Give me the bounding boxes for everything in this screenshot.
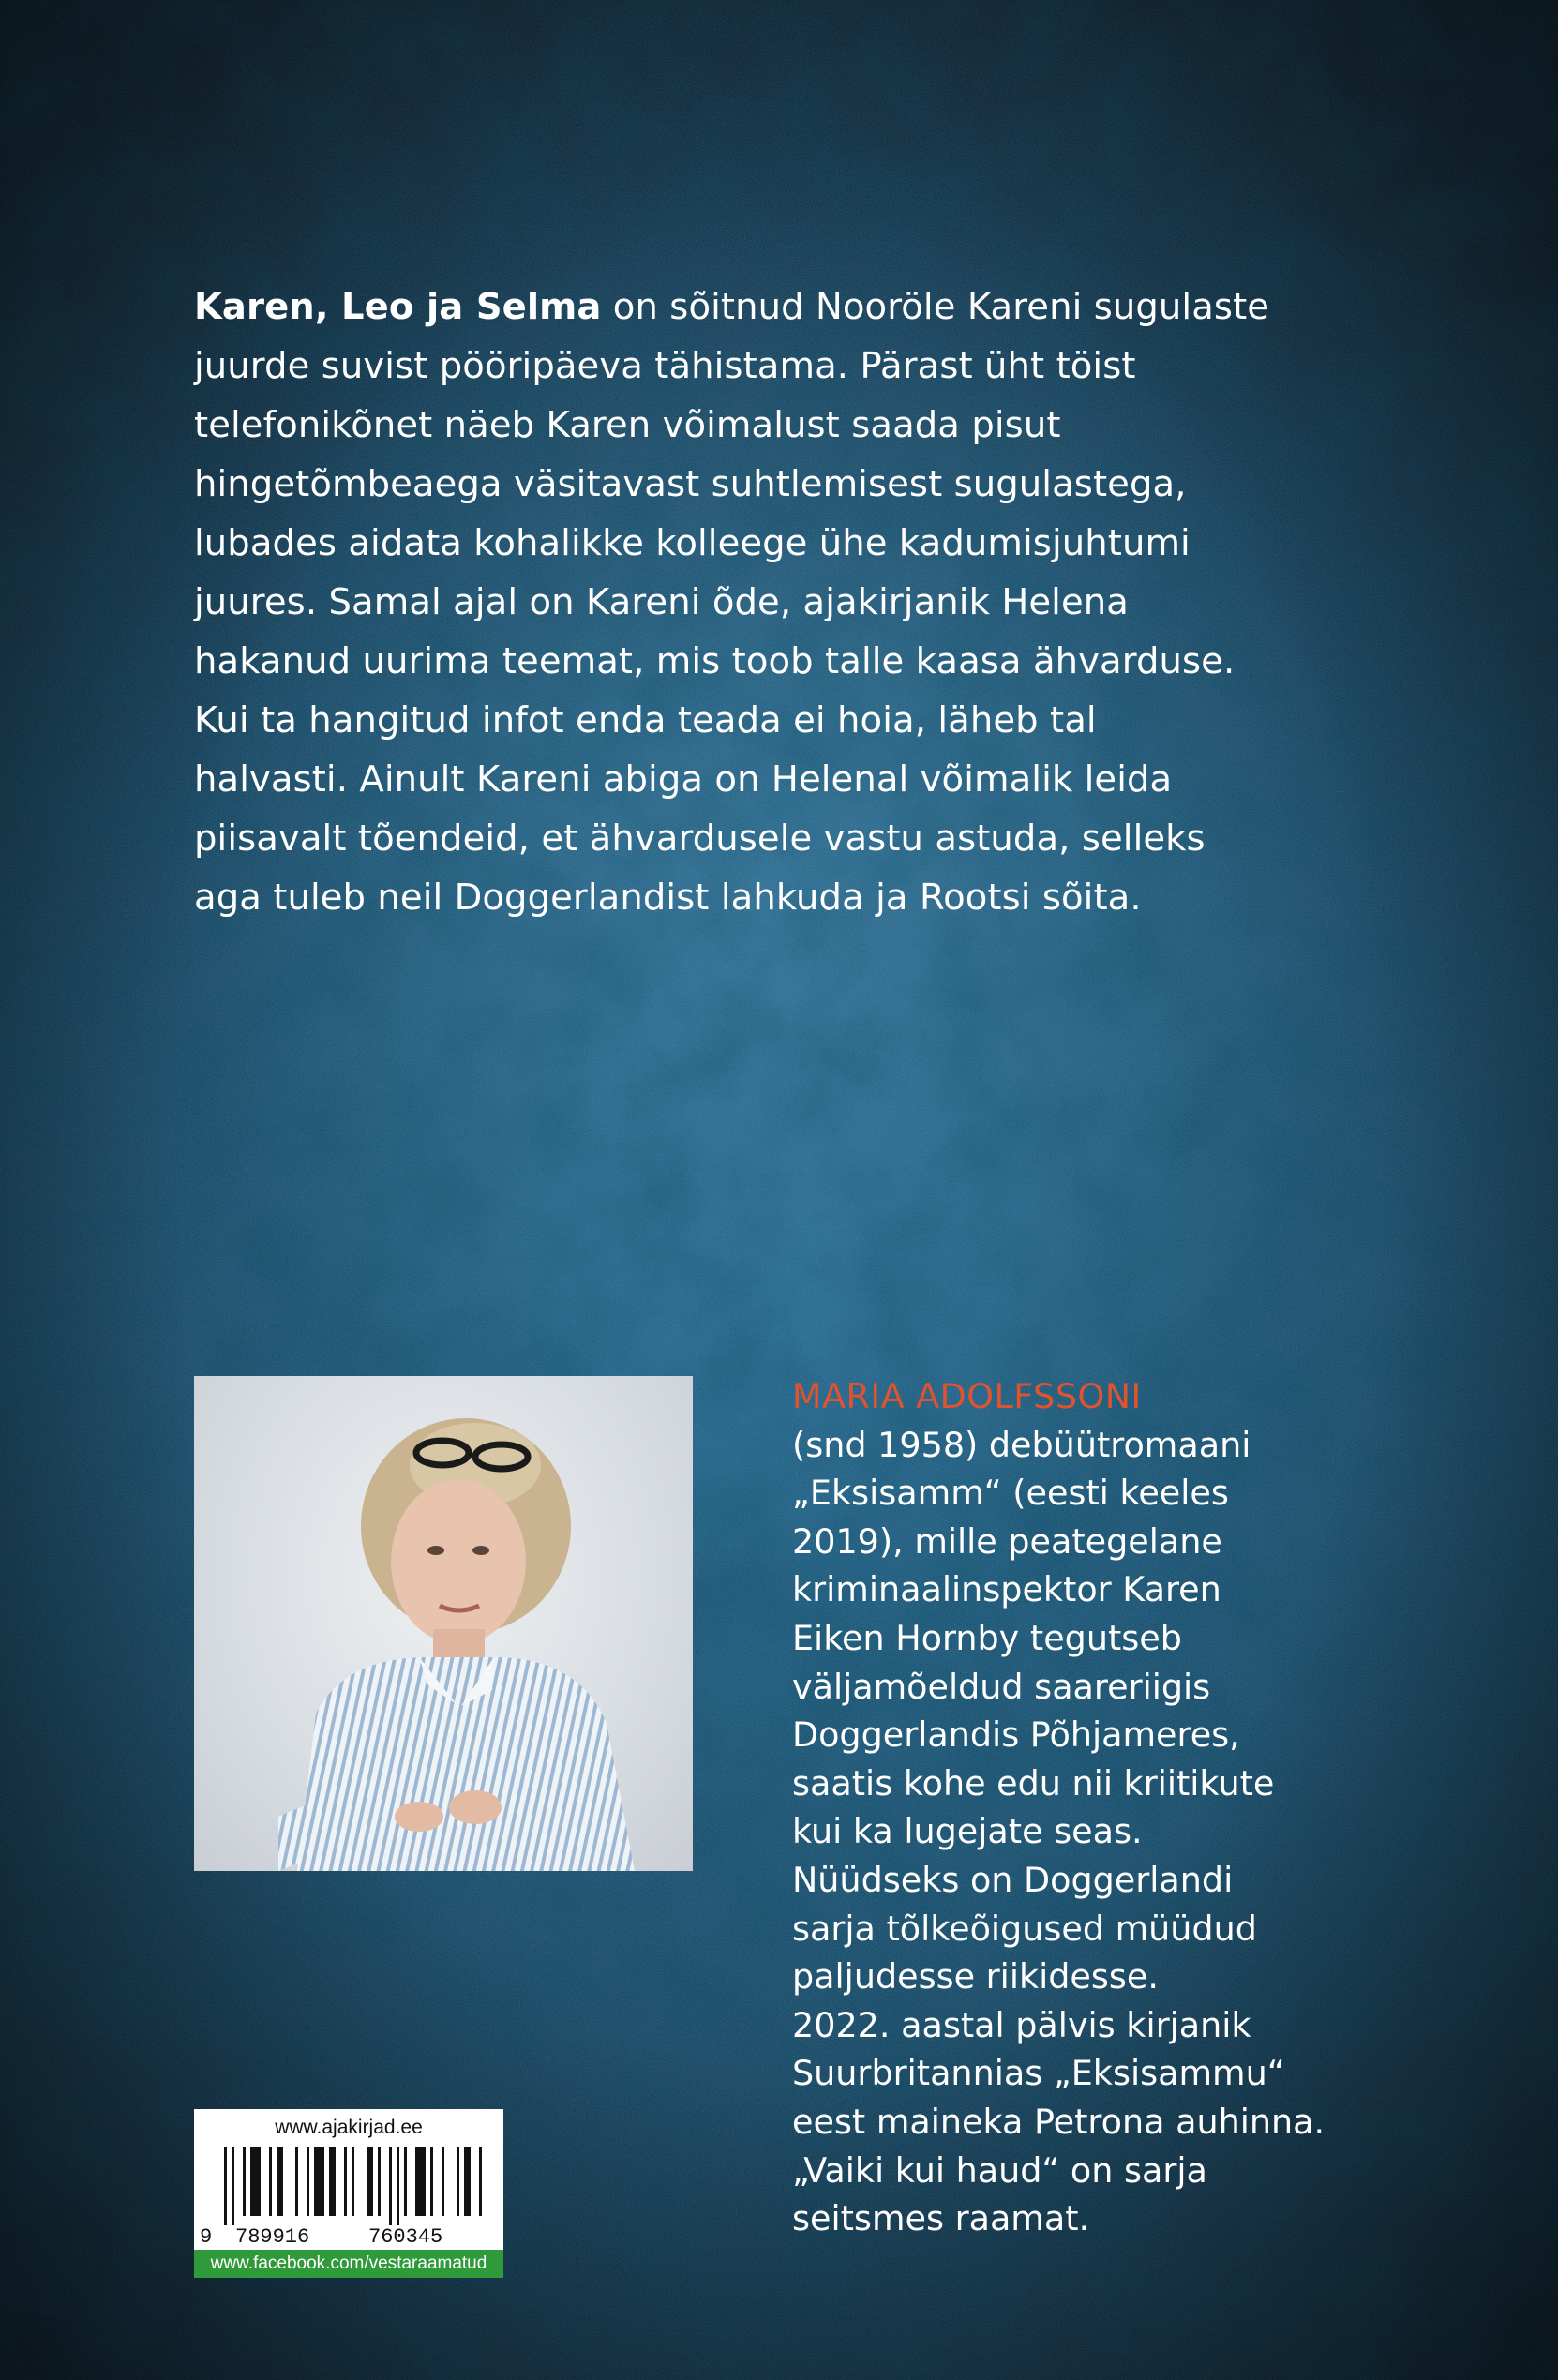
bio-line: „Eksisamm“ (eesti keeles bbox=[792, 1473, 1229, 1514]
bio-line: Doggerlandis Põhjameres, bbox=[792, 1714, 1240, 1756]
barcode-bar bbox=[389, 2147, 392, 2225]
bio-line: Eiken Hornby tegutseb bbox=[792, 1617, 1182, 1658]
barcode-bar bbox=[404, 2147, 407, 2216]
synopsis-line: juurde suvist pööripäeva tähistama. Pärast üht töist bbox=[194, 345, 1136, 387]
barcode-bar bbox=[307, 2147, 309, 2216]
isbn-barcode bbox=[211, 2147, 487, 2225]
barcode-bar bbox=[224, 2147, 227, 2225]
barcode-bar bbox=[464, 2147, 471, 2216]
synopsis-lead-characters: Karen, Leo ja Selma bbox=[194, 286, 602, 328]
isbn-right-digits: 760345 bbox=[368, 2225, 443, 2249]
publisher-website: www.ajakirjad.ee bbox=[275, 2117, 423, 2138]
bio-line: seitsmes raamat. bbox=[792, 2198, 1090, 2239]
barcode-bar bbox=[415, 2147, 426, 2216]
synopsis-line: hingetõmbeaega väsitavast suhtlemisest sugulastega, bbox=[194, 463, 1187, 505]
bio-line: väljamõeldud saareriigis bbox=[792, 1666, 1211, 1707]
facebook-link[interactable]: www.facebook.com/vestaraamatud bbox=[194, 2250, 503, 2278]
bio-line: Suurbritannias „Eksisammu“ bbox=[792, 2053, 1285, 2094]
bio-line: paljudesse riikidesse. bbox=[792, 1956, 1159, 1998]
barcode-bar bbox=[457, 2147, 459, 2216]
synopsis-lead-rest: on sõitnud Nooröle Kareni sugulaste bbox=[601, 286, 1270, 328]
bio-line: eest maineka Petrona auhinna. bbox=[792, 2101, 1326, 2142]
synopsis-line: Kui ta hangitud infot enda teada ei hoia, läheb tal bbox=[194, 699, 1097, 741]
barcode-bar bbox=[397, 2147, 399, 2225]
synopsis-text bbox=[194, 277, 1375, 927]
barcode-bar bbox=[430, 2147, 433, 2216]
barcode-bar bbox=[344, 2147, 347, 2216]
author-bio bbox=[792, 1372, 1411, 2243]
bio-line: Nüüdseks on Doggerlandi bbox=[792, 1859, 1234, 1900]
bio-line: saatis kohe edu nii kriitikute bbox=[792, 1762, 1275, 1804]
isbn-left-digits: 789916 bbox=[235, 2225, 310, 2249]
author-name: MARIA ADOLFSSONI bbox=[792, 1376, 1142, 1416]
isbn-first-digit: 9 bbox=[200, 2225, 213, 2249]
barcode-bar bbox=[442, 2147, 444, 2216]
synopsis-line: aga tuleb neil Doggerlandist lahkuda ja Rootsi sõita. bbox=[194, 876, 1142, 919]
barcode-bar bbox=[232, 2147, 234, 2225]
barcode-bar bbox=[479, 2147, 482, 2216]
barcode-bar bbox=[314, 2147, 324, 2216]
synopsis-first-line bbox=[194, 277, 1375, 337]
synopsis-line: hakanud uurima teemat, mis toob talle kaasa ähvarduse. bbox=[194, 640, 1236, 682]
barcode-bar bbox=[243, 2147, 246, 2216]
bio-line: „Vaiki kui haud“ on sarja bbox=[792, 2149, 1207, 2191]
author-photo bbox=[194, 1376, 693, 1871]
barcode-bar bbox=[367, 2147, 373, 2216]
barcode-bar bbox=[378, 2147, 381, 2216]
synopsis-line: halvasti. Ainult Kareni abiga on Helenal võimalik leida bbox=[194, 758, 1173, 801]
author-portrait-illustration bbox=[194, 1376, 693, 1871]
synopsis-line: telefonikõnet näeb Karen võimalust saada pisut bbox=[194, 404, 1061, 446]
barcode-bar bbox=[329, 2147, 336, 2216]
barcode-bar bbox=[250, 2147, 261, 2216]
barcode-bar bbox=[277, 2147, 283, 2216]
bio-line: (snd 1958) debüütromaani bbox=[792, 1424, 1251, 1465]
bio-line: 2019), mille peategelane bbox=[792, 1520, 1222, 1562]
barcode-bar bbox=[352, 2147, 354, 2216]
synopsis-line: piisavalt tõendeid, et ähvardusele vastu astuda, selleks bbox=[194, 817, 1206, 860]
barcode-bar bbox=[269, 2147, 272, 2216]
bio-line: 2022. aastal pälvis kirjanik bbox=[792, 2004, 1251, 2045]
synopsis-line: juures. Samal ajal on Kareni õde, ajakirjanik Helena bbox=[194, 581, 1129, 623]
synopsis-line: lubades aidata kohalikke kolleege ühe kadumisjuhtumi bbox=[194, 522, 1191, 564]
bio-line: sarja tõlkeõigused müüdud bbox=[792, 1908, 1257, 1949]
barcode-bar bbox=[295, 2147, 298, 2216]
bio-line: kriminaalinspektor Karen bbox=[792, 1569, 1221, 1610]
bio-line: kui ka lugejate seas. bbox=[792, 1811, 1143, 1852]
